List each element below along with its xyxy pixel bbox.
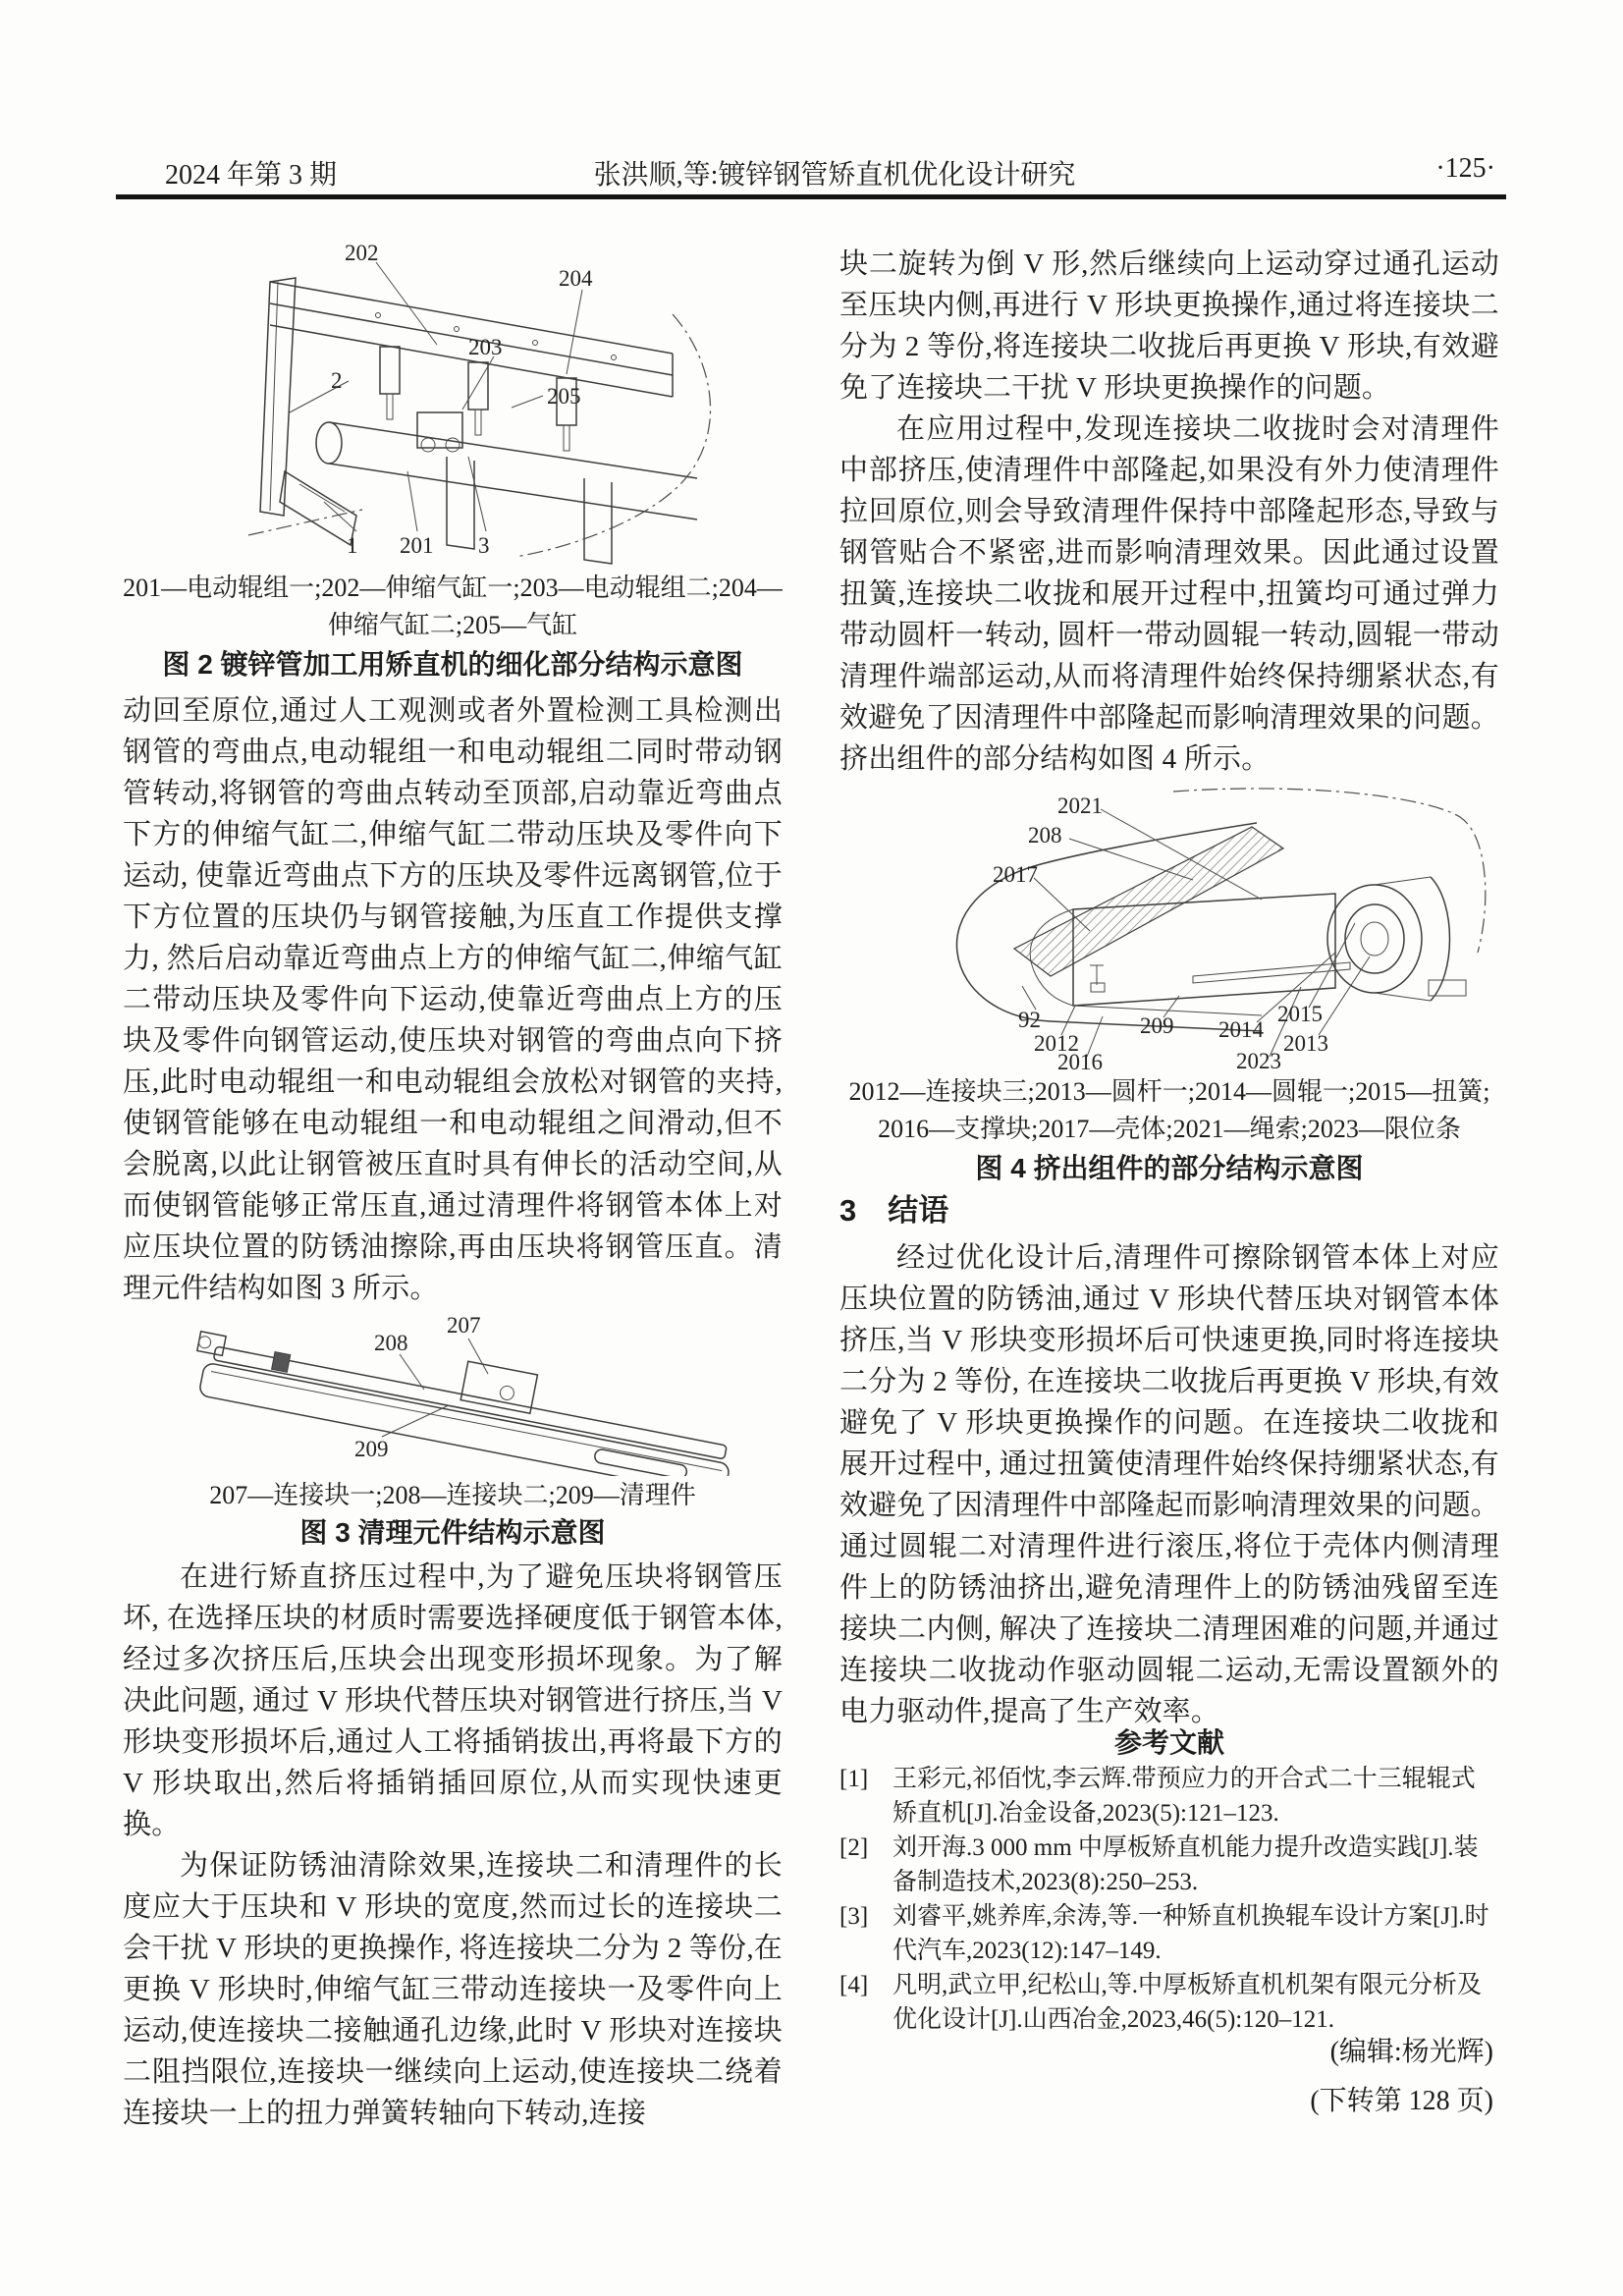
editor-note: (编辑:杨光辉) (1329, 2037, 1493, 2067)
callout-label: 2015 (1277, 1002, 1323, 1026)
callout-label: 2016 (1057, 1050, 1103, 1070)
figure-4-caption-line1: 2012—连接块三;2013—圆杆一;2014—圆辊一;2015—扭簧; (848, 1077, 1490, 1106)
body-paragraph: 块二旋转为倒 V 形,然后继续向上运动穿过通孔运动至压块内侧,再进行 V 形块更换操作,通过将连接块二分为 2 等份,将连接块二收拢后再更换 V 形块,有效避免了连接块二干扰 V 形块更换操作的问题。 (839, 248, 1499, 404)
figure-2-title: 图 2 镀锌管加工用矫直机的细化部分结构示意图 (162, 649, 743, 680)
journal-issue: 2024 年第 3 期 (165, 160, 338, 191)
references-list (839, 1762, 1499, 2037)
callout-label: 202 (345, 241, 379, 265)
header-rule (116, 194, 1506, 199)
body-paragraph: 在应用过程中,发现连接块二收拢时会对清理件中部挤压,使清理件中部隆起,如果没有外力使清理件拉回原位,则会导致清理件保持中部隆起形态,导致与钢管贴合不紧密,进而影响清理效果。因此通过设置扭簧,连接块二收拢和展开过程中,扭簧均可通过弹力带动圆杆一转动, 圆杆一带动圆辊一转动,圆辊一带动清理件端部运动,从而将清理件始终保持绷紧状态,有效避免了因清理件中部隆起而影响清理效果的问题。挤出组件的部分结构如图 4 所示。 (839, 413, 1499, 775)
reference-item (839, 1899, 1499, 1968)
figure-4-svg (839, 784, 1499, 1070)
callout-label: 2013 (1283, 1031, 1328, 1056)
figure-3-drawing (123, 1313, 783, 1476)
reference-text: 刘睿平,姚养库,余涛,等.一种矫直机换辊车设计方案[J].时代汽车,2023(12):147–149. (893, 1903, 1489, 1964)
reference-text: 刘开海.3 000 mm 中厚板矫直机能力提升改造实践[J].装备制造技术,2023(8):250–253. (893, 1834, 1479, 1895)
callout-label: 2021 (1057, 793, 1103, 818)
reference-text: 凡明,武立甲,纪松山,等.中厚板矫直机机架有限元分析及优化设计[J].山西冶金,2023,46(5):120–121. (893, 1972, 1483, 2033)
callout-label: 2 (331, 368, 343, 393)
reference-number: [3] (839, 1903, 869, 1930)
reference-item (839, 1762, 1499, 1831)
figure-2-caption-line2: 伸缩气缸二;205—气缸 (327, 611, 578, 639)
callout-label: 208 (1028, 823, 1062, 847)
callout-label: 2014 (1218, 1017, 1264, 1042)
body-paragraph: 为保证防锈油清除效果,连接块二和清理件的长度应大于压块和 V 形块的宽度,然而过长的连接块二会干扰 V 形块的更换操作, 将连接块二分为 2 等份,在更换 V 形块时,伸缩气缸三带动连接块一及零件向上运动,使连接块二接触通孔边缘,此时 V 形块对连接块二阻挡限位,连接块一继续向上运动,使连接块二绕着连接块一上的扭力弹簧转轴向下转动,连接 (123, 1850, 783, 2129)
reference-number: [2] (839, 1834, 869, 1861)
section-title: 结语 (888, 1193, 949, 1228)
body-paragraph: 在进行矫直挤压过程中,为了避免压块将钢管压坏, 在选择压块的材质时需要选择硬度低于钢管本体,经过多次挤压后,压块会出现变形损坏现象。为了解决此问题, 通过 V 形块代替压块对钢管进行挤压,当 V 形块变形损坏后,通过人工将插销拔出,再将最下方的 V 形块取出,然后将插销插回原位,从而实现快速更换。 (123, 1561, 783, 1840)
figure-2-caption-line1: 201—电动辊组一;202—伸缩气缸一;203—电动辊组二;204— (123, 574, 783, 602)
callout-label: 209 (354, 1437, 389, 1461)
figure-4-caption-line2: 2016—支撑块;2017—壳体;2021—绳索;2023—限位条 (878, 1115, 1461, 1143)
reference-number: [1] (839, 1766, 869, 1792)
callout-label: 204 (559, 266, 593, 291)
page-number: ·125· (1435, 153, 1495, 184)
callout-label: 2012 (1034, 1031, 1079, 1056)
figure-3-svg (123, 1313, 783, 1476)
reference-text: 王彩元,祁佰忱,李云辉.带预应力的开合式二十三辊辊式矫直机[J].冶金设备,2023(5):121–123. (893, 1766, 1476, 1827)
callout-label: 3 (478, 533, 490, 558)
callout-label: 208 (374, 1331, 408, 1355)
callout-label: 207 (447, 1313, 481, 1338)
running-title: 张洪顺,等:镀锌钢管矫直机优化设计研究 (593, 160, 1076, 191)
callout-label: 2017 (993, 862, 1038, 887)
continuation-note: (下转第 128 页) (1310, 2086, 1493, 2116)
reference-item (839, 1831, 1499, 1899)
callout-label: 205 (547, 384, 581, 409)
figure-2-svg (123, 221, 783, 567)
callout-label: 209 (1140, 1013, 1174, 1038)
body-paragraph: 动回至原位,通过人工观测或者外置检测工具检测出钢管的弯曲点,电动辊组一和电动辊组二同时带动钢管转动,将钢管的弯曲点转动至顶部,启动靠近弯曲点下方的伸缩气缸二,伸缩气缸二带动压块及零件向下运动, 使靠近弯曲点下方的压块及零件远离钢管,位于下方位置的压块仍与钢管接触,为压直工作提供支撑力, 然后启动靠近弯曲点上方的伸缩气缸二,伸缩气缸二带动压块及零件向下运动,使靠近弯曲点上方的压块及零件向钢管运动,使压块对钢管的弯曲点向下挤压,此时电动辊组一和电动辊组会放松对钢管的夹持,使钢管能够在电动辊组一和电动辊组之间滑动,但不会脱离,以此让钢管被压直时具有伸长的活动空间,从而使钢管能够正常压直,通过清理件将钢管本体上对应压块位置的防锈油擦除,再由压块将钢管压直。清理元件结构如图 3 所示。 (123, 695, 783, 1304)
figure-4-drawing (839, 784, 1499, 1070)
figure-2-drawing (123, 221, 783, 567)
callout-label: 2023 (1236, 1049, 1281, 1070)
section-heading (839, 1190, 1499, 1231)
figure-3-title: 图 3 清理元件结构示意图 (299, 1517, 606, 1548)
callout-label: 1 (347, 533, 358, 558)
reference-item (839, 1968, 1499, 2037)
reference-number: [4] (839, 1972, 869, 1998)
callout-label: 203 (468, 335, 503, 359)
section-number: 3 (839, 1193, 857, 1228)
callout-label: 92 (1018, 1008, 1041, 1032)
figure-4-title: 图 4 挤出组件的部分结构示意图 (975, 1153, 1364, 1183)
references-title: 参考文献 (1113, 1727, 1224, 1758)
figure-3-caption: 207—连接块一;208—连接块二;209—清理件 (209, 1481, 696, 1509)
callout-label: 201 (400, 533, 434, 558)
body-paragraph: 经过优化设计后,清理件可擦除钢管本体上对应压块位置的防锈油,通过 V 形块代替压块对钢管本体挤压,当 V 形块变形损坏后可快速更换,同时将连接块二分为 2 等份, 在连接块二收拢后再更换 V 形块,有效避免了 V 形块更换操作的问题。在连接块二收拢和展开过程中, 通过扭簧使清理件始终保持绷紧状态,有效避免了因清理件中部隆起而影响清理效果的问题。 通过圆辊二对清理件进行滚压,将位于壳体内侧清理件上的防锈油挤出,避免清理件上的防锈油残留至连接块二内侧, 解决了连接块二清理困难的问题,并通过连接块二收拢动作驱动圆辊二运动,无需设置额外的电力驱动件,提高了生产效率。 (839, 1242, 1499, 1727)
